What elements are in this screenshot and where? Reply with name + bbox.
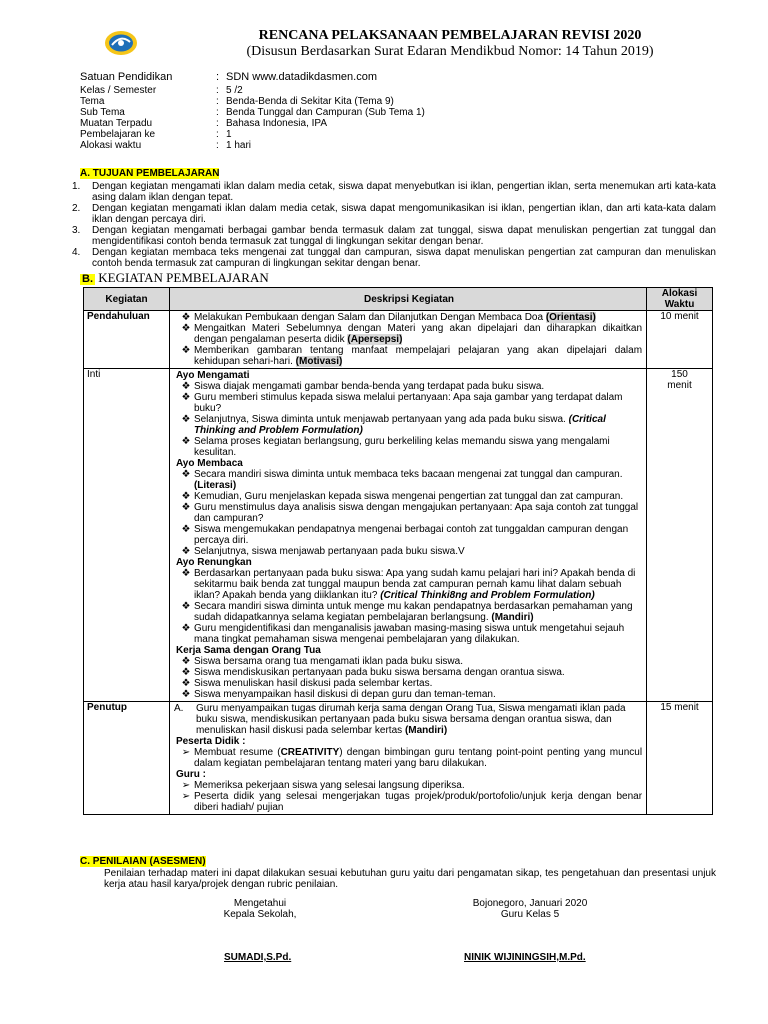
section-c	[80, 856, 716, 890]
item-text: Siswa mengemukakan pendapatnya mengenai berbagai contoh zat tunggaldan campuran dengan percaya diri.	[193, 524, 629, 546]
column-header: Kegiatan	[84, 288, 170, 311]
item-text: Mengaitkan Materi Sebelumnya dengan Materi yang akan dipelajari dan diharapkan dikaitkan dengan pengalaman peserta didik	[193, 323, 643, 345]
diamond-bullet-icon: ❖	[181, 667, 191, 678]
arrow-bullet-icon: ➢	[181, 780, 191, 791]
identity-key: Satuan Pendidikan	[80, 71, 173, 83]
identity-row	[80, 140, 720, 151]
list-item	[178, 436, 642, 458]
identity-row	[80, 107, 720, 118]
item-text: Siswa bersama orang tua mengamati iklan pada buku siswa.	[193, 656, 463, 667]
diamond-bullet-icon: ❖	[181, 345, 191, 356]
item-text: Guru mengidentifikasi dan menganalisis jawaban masing-masing siswa untuk mengetahui sejauh mana tingkat pemahaman siswa mengenai pembelajaran yang dilakukan.	[193, 623, 625, 645]
item-emphasis: CREATIVITY	[280, 747, 340, 758]
identity-key: Kelas / Semester	[80, 85, 157, 96]
item-text: Memeriksa pekerjaan siswa yang selesai langsung diperiksa.	[193, 780, 465, 791]
list-item	[72, 203, 716, 225]
section-letter: A.	[80, 168, 90, 179]
diamond-bullet-icon: ❖	[181, 656, 191, 667]
diamond-bullet-icon: ❖	[181, 414, 191, 425]
diamond-bullet-icon: ❖	[181, 323, 191, 334]
diamond-bullet-icon: ❖	[181, 546, 191, 557]
subheading: Kerja Sama dengan Orang Tua	[175, 645, 321, 656]
list-item	[72, 225, 716, 247]
time-text: 150 menit	[667, 369, 692, 391]
activity-phase: Pendahuluan	[84, 311, 170, 369]
item-number: 2.	[72, 203, 81, 214]
section-title: TUJUAN PEMBELAJARAN	[92, 168, 220, 179]
table-row	[84, 702, 713, 815]
subheading: Ayo Mengamati	[175, 370, 250, 381]
identity-block	[80, 72, 720, 151]
item-text: Melakukan Pembukaan dengan Salam dan Dilanjutkan Dengan Membaca Doa	[193, 312, 544, 323]
diamond-bullet-icon: ❖	[181, 524, 191, 535]
diamond-bullet-icon: ❖	[181, 491, 191, 502]
item-text: Siswa menuliskan hasil diskusi pada selembar kertas.	[193, 678, 433, 689]
section-letter: C.	[80, 856, 90, 867]
identity-row	[80, 96, 720, 107]
diamond-bullet-icon: ❖	[181, 623, 191, 634]
identity-row	[80, 85, 720, 96]
item-text: Berdasarkan pertanyaan pada buku siswa: Apa yang sudah kamu pelajari hari ini? Apakah benda di sekitarmu baik benda zat tunggal maupun benda zat campuran pernah kamu lihat dalam sebuah iklan? Apakah benda yang diiklankan itu?	[193, 568, 636, 601]
identity-value: Benda-Benda di Sekitar Kita (Tema 9)	[226, 96, 394, 107]
identity-value: 5 /2	[226, 85, 243, 96]
item-tag: (Mandiri)	[404, 725, 448, 736]
item-marker: A.	[173, 703, 184, 714]
item-text: ) dengan bimbingan guru tentang point-point penting yang muncul dalam kegiatan pembelajaran tentang materi yang baru dilakukan.	[193, 747, 643, 769]
item-text: Secara mandiri siswa diminta untuk membaca teks bacaan mengenai zat tunggal dan campuran.	[193, 469, 623, 480]
objective-text: Dengan kegiatan mengamati berbagai gambar benda termasuk dalam zat tunggal, siswa dapat menuliskan pengertian zat tunggal dan mengidentifikasi contoh benda termasuk zat tunggal di lingkungan sekitar dengan benar.	[92, 225, 716, 247]
column-header: Deskripsi Kegiatan	[169, 288, 646, 311]
document-title: RENCANA PELAKSANAAN PEMBELAJARAN REVISI 2020	[258, 28, 642, 43]
document-subtitle: (Disusun Berdasarkan Surat Edaran Mendikbud Nomor: 14 Tahun 2019)	[246, 44, 654, 59]
objective-text: Dengan kegiatan membaca teks mengenai zat tunggal dan campuran, siswa dapat menuliskan pengertian zat campuran dan menuliskan contoh benda termasuk zat campuran di lingkungan sekitar dengan benar.	[92, 247, 716, 269]
list-item	[178, 568, 642, 601]
arrow-bullet-icon: ➢	[181, 791, 191, 802]
item-text: Siswa diajak mengamati gambar benda-benda yang terdapat pada buku siswa.	[193, 381, 545, 392]
activity-table	[83, 287, 713, 815]
item-text: Secara mandiri siswa diminta untuk menge mu kakan pendapatnya berdasarkan pemahaman yang sudah didapatkannya selama kegiatan pembelajaran berlangsung.	[193, 601, 633, 623]
item-text: Membuat resume (	[193, 747, 281, 758]
list-item	[178, 780, 642, 791]
identity-value: SDN www.datadikdasmen.com	[226, 71, 378, 83]
objective-list	[72, 181, 716, 269]
list-item	[178, 524, 642, 546]
subheading: Ayo Membaca	[175, 458, 243, 469]
item-text: Guru menyampaikan tugas dirumah kerja sama dengan Orang Tua, Siswa mengamati iklan pada buku siswa, mendiskusikan pertanyaan pada buku siswa bersama dengan orantua siswa, dan menuliskan hasil diskusi pada selembar kertas	[195, 703, 626, 736]
item-text: Selanjutnya, siswa menjawab pertanyaan pada buku siswa.V	[193, 546, 465, 557]
colon: :	[216, 118, 219, 129]
school-logo	[104, 30, 138, 56]
item-text: Guru memberi stimulus kepada siswa melalui pertanyaan: Apa saja gambar yang terdapat dalam buku?	[193, 392, 623, 414]
identity-key: Tema	[80, 96, 105, 107]
section-title: KEGIATAN PEMBELAJARAN	[98, 270, 269, 285]
item-number: 4.	[72, 247, 81, 258]
item-number: 3.	[72, 225, 81, 236]
item-text: Memberikan gambaran tentang manfaat mempelajari pelajaran yang akan dipelajari dalam kehidupan sehari-hari.	[193, 345, 643, 367]
list-item	[72, 247, 716, 269]
section-a-heading	[80, 168, 219, 179]
subheading: Peserta Didik :	[175, 736, 246, 747]
list-item	[178, 469, 642, 491]
item-text: Siswa mendiskusikan pertanyaan pada buku siswa bersama dengan orantua siswa.	[193, 667, 565, 678]
item-number: 1.	[72, 181, 81, 192]
diamond-bullet-icon: ❖	[181, 601, 191, 612]
objective-text: Dengan kegiatan mengamati iklan dalam media cetak, siswa dapat mengomunikasikan isi iklan, pengertian iklan, dan arti kata-kata dalam iklan dengan percaya diri.	[92, 203, 716, 225]
time-allocation: 10 menit	[647, 311, 713, 369]
item-text: Guru menstimulus daya analisis siswa dengan mengajukan pertanyaan: Apa saja contoh zat tunggal dan campuran?	[193, 502, 639, 524]
identity-value: 1	[226, 129, 232, 140]
signature-place-date: Bojonegoro, Januari 2020	[472, 898, 588, 909]
list-item	[178, 667, 642, 678]
diamond-bullet-icon: ❖	[181, 392, 191, 403]
identity-row	[80, 129, 720, 140]
signature-line: Mengetahui	[233, 898, 287, 909]
list-item	[178, 791, 642, 813]
diamond-bullet-icon: ❖	[181, 568, 191, 579]
table-row	[84, 369, 713, 702]
colon: :	[216, 107, 219, 118]
item-tag: (Critical Thinking and Problem Formulation)	[193, 414, 606, 436]
diamond-bullet-icon: ❖	[181, 436, 191, 447]
diamond-bullet-icon: ❖	[181, 678, 191, 689]
diamond-bullet-icon: ❖	[181, 469, 191, 480]
time-allocation: 15 menit	[647, 702, 713, 815]
colon: :	[216, 96, 219, 107]
column-header: Alokasi Waktu	[647, 288, 713, 311]
identity-row	[80, 118, 720, 129]
activity-description	[169, 369, 646, 702]
item-text: Selanjutnya, Siswa diminta untuk menjawab pertanyaan yang ada pada buku siswa.	[193, 414, 566, 425]
diamond-bullet-icon: ❖	[181, 502, 191, 513]
identity-row	[80, 72, 720, 85]
section-a	[72, 168, 716, 269]
identity-key: Muatan Terpadu	[80, 118, 153, 129]
list-item	[178, 656, 642, 667]
list-item	[178, 678, 642, 689]
signature-role: Guru Kelas 5	[500, 909, 560, 920]
item-tag: (Motivasi)	[295, 356, 343, 367]
time-allocation	[647, 369, 713, 702]
list-item	[178, 601, 642, 623]
item-tag: (Orientasi)	[545, 312, 596, 323]
list-item	[178, 747, 642, 769]
list-item	[178, 623, 642, 645]
subheading: Ayo Renungkan	[175, 557, 252, 568]
item-text: Siswa menyampaikan hasil diskusi di depan guru dan teman-teman.	[193, 689, 496, 700]
colon: :	[216, 140, 219, 151]
section-b-heading	[80, 272, 720, 285]
signature-right	[460, 898, 600, 920]
activity-description	[169, 311, 646, 369]
list-item	[178, 502, 642, 524]
list-item	[178, 689, 642, 700]
list-item	[72, 181, 716, 203]
item-text: Selama proses kegiatan berlangsung, guru berkeliling kelas memandu siswa yang mengalami kesulitan.	[193, 436, 610, 458]
document-header	[190, 28, 710, 60]
item-text: Peserta didik yang selesai mengerjakan tugas projek/produk/portofolio/unjuk kerja dengan benar diberi hadiah/ pujian	[193, 791, 643, 813]
identity-value: 1 hari	[226, 140, 252, 151]
signature-role: Kepala Sekolah,	[223, 909, 297, 920]
teacher-name: NINIK WIJININGSIH,M.Pd.	[464, 952, 586, 963]
identity-value: Bahasa Indonesia, IPA	[226, 118, 327, 129]
list-item	[178, 345, 642, 367]
list-item	[178, 323, 642, 345]
identity-key: Pembelajaran ke	[80, 129, 156, 140]
item-tag: (Critical Thinki8ng and Problem Formulation)	[380, 590, 595, 601]
item-text: Kemudian, Guru menjelaskan kepada siswa mengenai pengertian zat tunggal dan zat campuran.	[193, 491, 624, 502]
item-tag: (Mandiri)	[491, 612, 534, 623]
list-item	[178, 312, 642, 323]
item-tag: (Literasi)	[193, 480, 237, 491]
table-header-row	[84, 288, 713, 311]
list-item	[174, 703, 642, 736]
principal-name: SUMADI,S.Pd.	[224, 952, 292, 963]
arrow-bullet-icon: ➢	[181, 747, 191, 758]
list-item	[178, 491, 642, 502]
section-c-heading	[80, 856, 206, 867]
activity-phase: Penutup	[84, 702, 170, 815]
colon: :	[216, 85, 219, 96]
table-row	[84, 311, 713, 369]
signature-left	[200, 898, 320, 920]
identity-key: Sub Tema	[80, 107, 125, 118]
section-title: PENILAIAN (ASESMEN)	[92, 856, 206, 867]
identity-key: Alokasi waktu	[80, 140, 142, 151]
list-item	[178, 414, 642, 436]
colon: :	[216, 71, 220, 83]
activity-description	[169, 702, 646, 815]
objective-text: Dengan kegiatan mengamati iklan dalam media cetak, siswa dapat menyebutkan isi iklan, pengertian iklan, serta menemukan arti kata-kata asing dalam iklan dengan tepat.	[92, 181, 716, 203]
assessment-text: Penilaian terhadap materi ini dapat dilakukan sesuai kebutuhan guru yaitu dari pengamatan sikap, tes pengetahuan dan presentasi unjuk kerja atau hasil karya/projek dengan rubric penilaian.	[104, 868, 716, 890]
diamond-bullet-icon: ❖	[181, 312, 191, 323]
activity-phase: Inti	[84, 369, 170, 702]
diamond-bullet-icon: ❖	[181, 381, 191, 392]
subheading: Guru :	[175, 769, 206, 780]
colon: :	[216, 129, 219, 140]
list-item	[178, 381, 642, 392]
identity-value: Benda Tunggal dan Campuran (Sub Tema 1)	[226, 107, 425, 118]
item-tag: (Apersepsi)	[347, 334, 403, 345]
list-item	[178, 392, 642, 414]
section-letter: B.	[82, 273, 93, 285]
list-item	[178, 546, 642, 557]
diamond-bullet-icon: ❖	[181, 689, 191, 700]
